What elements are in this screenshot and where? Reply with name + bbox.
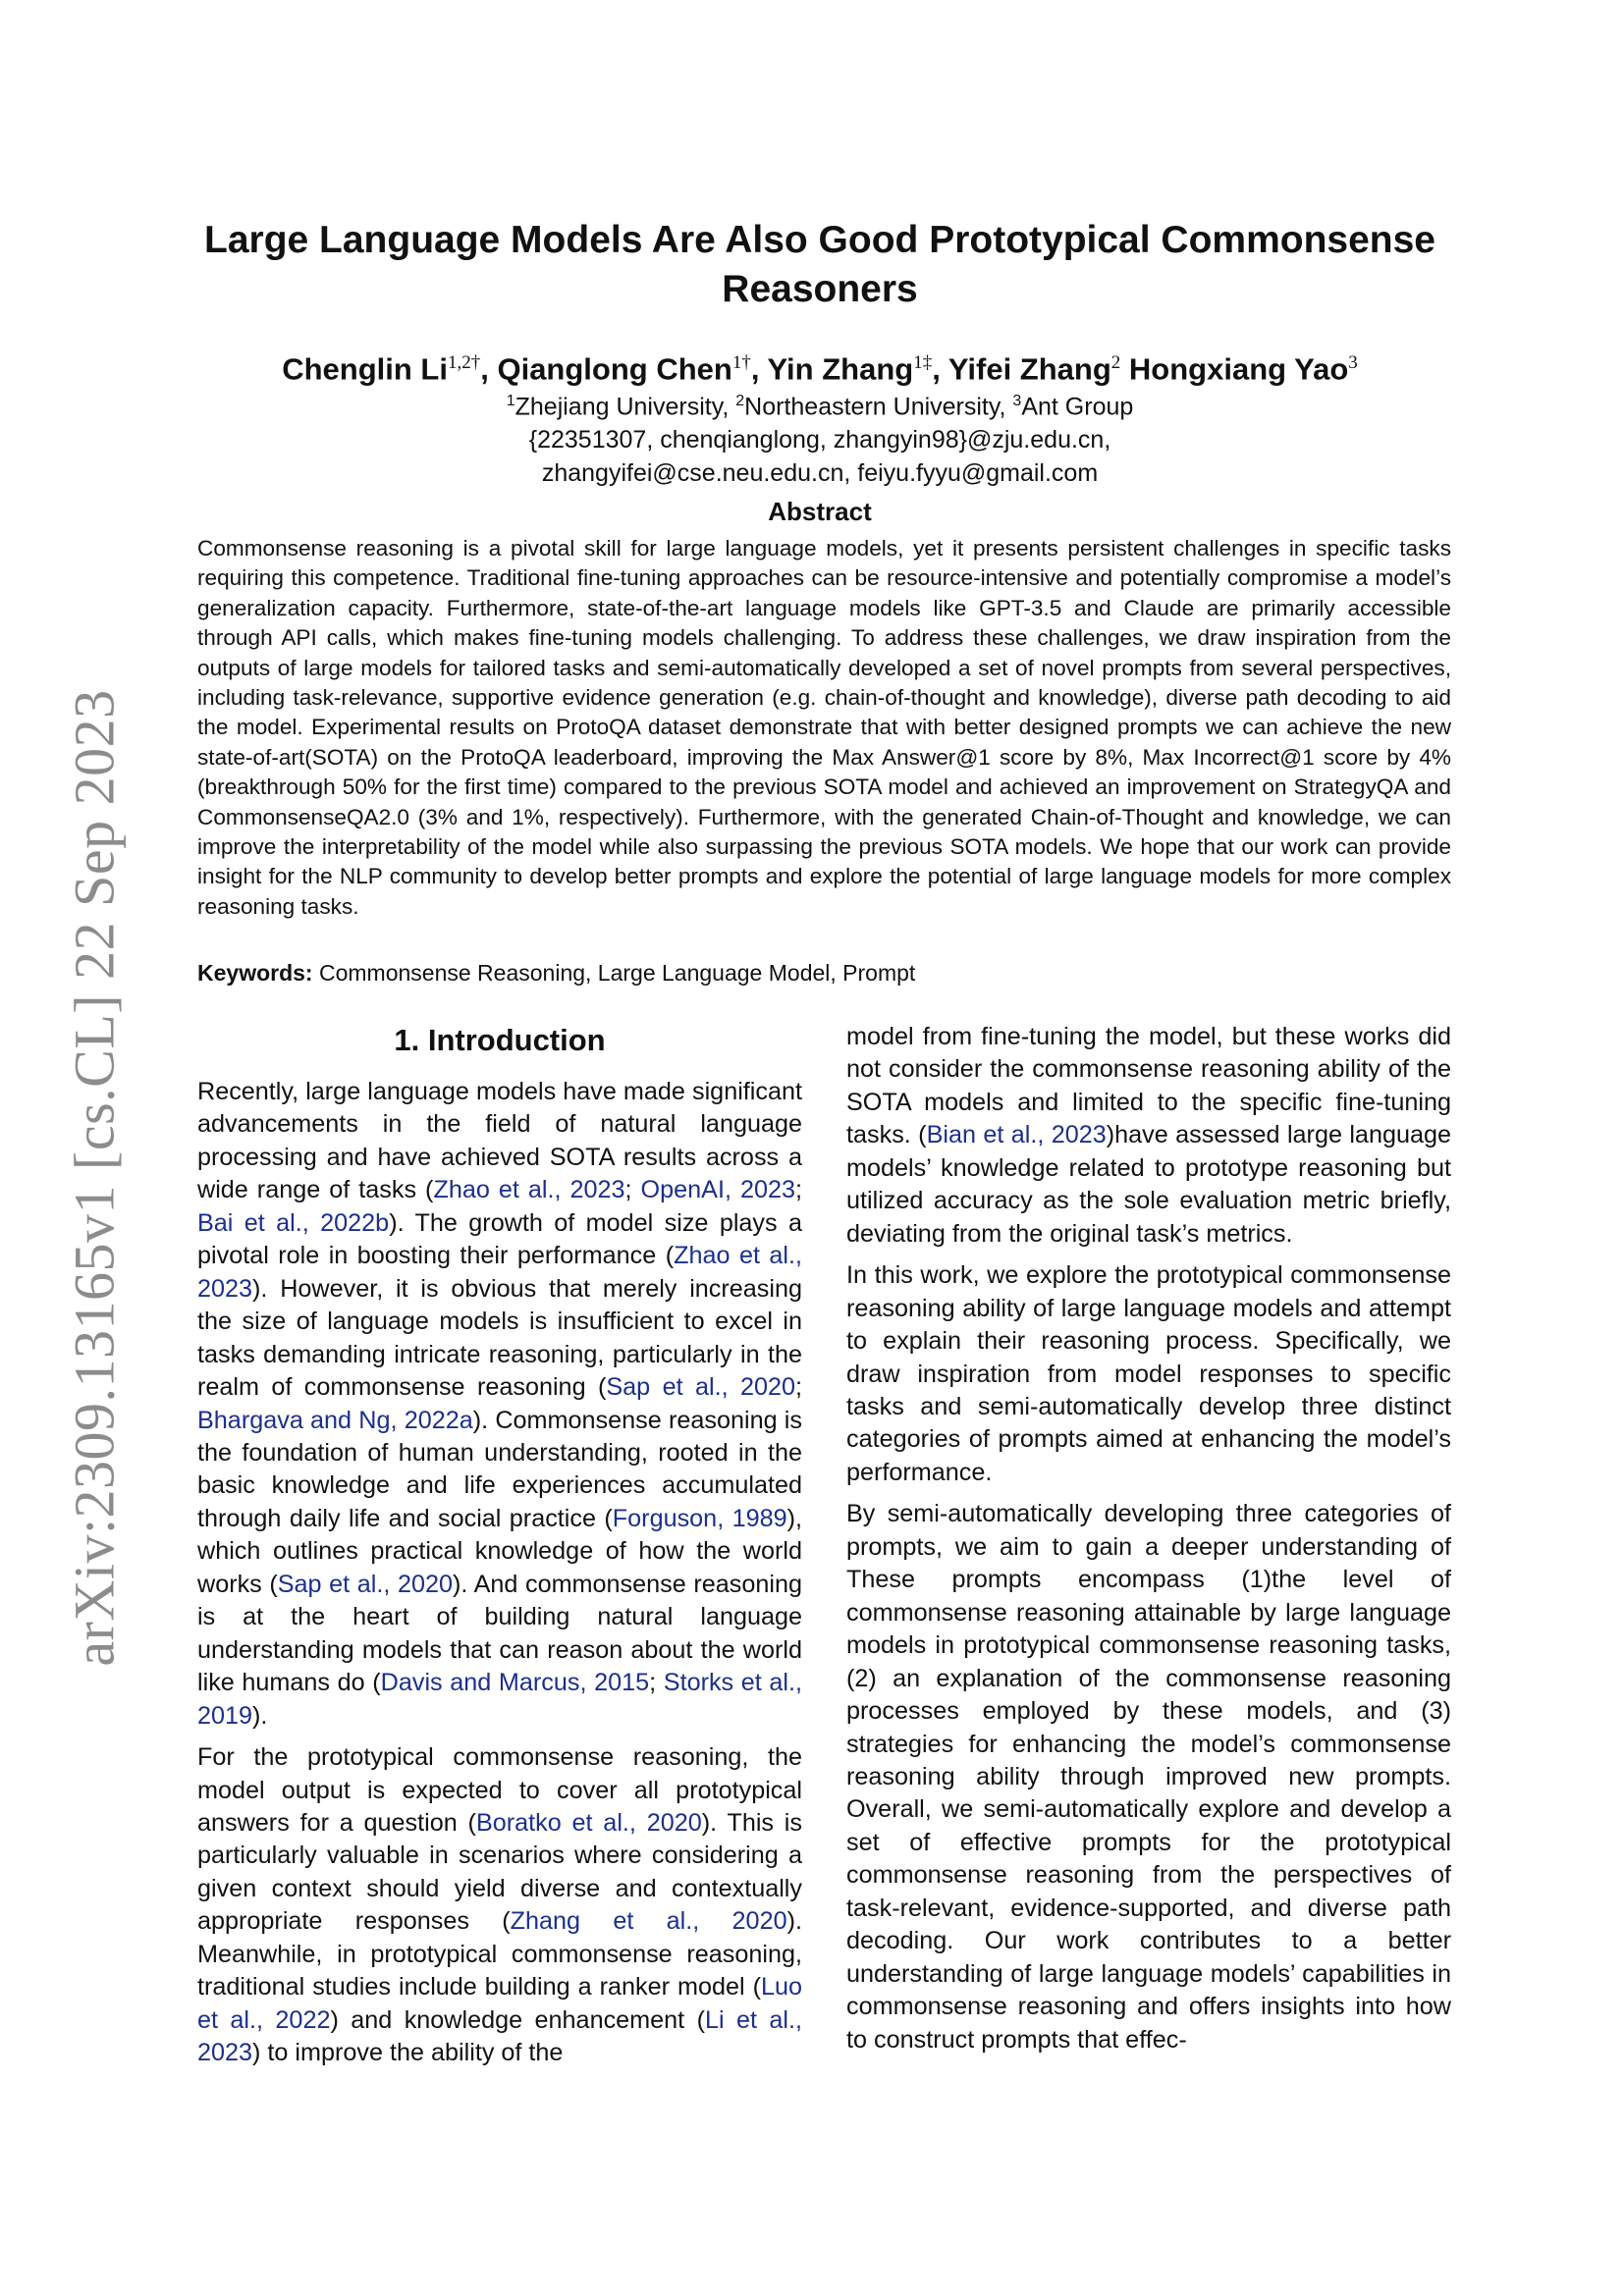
citation-link[interactable]: Sap et al., 2020 — [277, 1570, 453, 1598]
citation-link[interactable]: Bian et al., 2023 — [926, 1121, 1107, 1149]
keywords-label: Keywords: — [197, 960, 313, 986]
paragraph: By semi-automatically developing three categories of prompts, we aim to gain a deeper understanding of These prompts encompass (1)the level of commonsense reasoning attainable by large language models in prototypical commonsense reasoning tasks, (2) an explanation of the commonsense reasoning processes employed by these models, and (3) strategies for enhancing the model’s commonsense reasoning ability through improved new prompts. Overall, we semi-automatically explore and develop a set of effective prompts for the prototypical commonsense reasoning from the perspectives of task-relevant, evidence-supported, and diverse path decoding. Our work contributes to a better understanding of large language models’ capabilities in commonsense reasoning and offers insights into how to construct prompts that effec- — [846, 1500, 1451, 2054]
paragraph: In this work, we explore the prototypical commonsense reasoning ability of large language models and attempt to explain their reasoning process. Specifically, we draw inspiration from model responses to specific tasks and semi-automatically develop three distinct categories of prompts aimed at enhancing the model’s performance. — [846, 1261, 1451, 1486]
affiliation-line — [196, 385, 1443, 423]
author-name: Yin Zhang — [767, 351, 914, 387]
author-list: Chenglin $Li^{1,2\dagger}$, Qianglong Chen$^{1\dagger}$, Yin Zhang$^{1\ddagger}$, Yifei Zhang$^2$ Hongxiang Yao$^3$ — [282, 351, 1358, 387]
paragraph: model from fine-tuning the model, but these works did not consider the commonsense reasoning ability of the SOTA models and limited to the specific fine-tuning tasks. (Bian et al., 2023)have assessed large language models’ knowledge related to prototype reasoning but utilized accuracy as the sole evaluation metric briefly, deviating from the original task’s metrics. — [846, 1023, 1451, 1248]
citation-link[interactable]: Li et al., 2023 — [197, 2005, 802, 2067]
author-sup: 1‡ — [913, 352, 933, 373]
affiliations — [196, 385, 1443, 490]
abstract-text: Commonsense reasoning is a pivotal skill for large language models, yet it presents persistent challenges in specific tasks requiring this competence. Traditional fine-tuning approaches can be resource-intensive and potentially compromise a model’s generalization capacity. Furthermore, state-of-the-art language models like GPT-3.5 and Claude are primarily accessible through API calls, which makes fine-tuning models challenging. To address these challenges, we draw inspiration from the outputs of large models for tailored tasks and semi-automatically developed a set of novel prompts from several perspectives, including task-relevance, supportive evidence generation (e.g. chain-of-thought and knowledge), diverse path decoding to aid the model. Experimental results on ProtoQA dataset demonstrate that with better designed prompts we can achieve the new state-of-art(SOTA) on the ProtoQA leaderboard, improving the Max Answer@1 score by 8%, Max Incorrect@1 score by 4% (breakthrough 50% for the first time) compared to the previous SOTA model and achieved an improvement on StrategyQA and CommonsenseQA2.0 (3% and 1%, respectively). Furthermore, with the generated Chain-of-Thought and knowledge, we can improve the interpretability of the model while also surpassing the previous SOTA models. We hope that our work can provide insight for the NLP community to develop better prompts and explore the potential of large language models for more complex reasoning tasks. — [197, 536, 1451, 919]
citation-link[interactable]: Zhang et al., 2020 — [510, 1907, 787, 1936]
author-name: Yifei Zhang — [947, 351, 1111, 387]
affiliation-sup: 3 — [1012, 393, 1022, 409]
author-sup: 3 — [1348, 352, 1358, 373]
citation-link[interactable]: Luo et al., 2022 — [197, 1973, 802, 2034]
author-name: Hongxiang Yao — [1128, 351, 1349, 387]
abstract-heading: Abstract — [768, 497, 872, 526]
citation-link[interactable]: Storks et al., 2019 — [197, 1669, 802, 1730]
citation-link[interactable]: Bai et al., 2022b — [197, 1208, 390, 1237]
email-line: zhangyifei@cse.neu.edu.cn, feiyu.fyyu@gmail.com — [541, 459, 1099, 488]
author-sup: 1† — [731, 352, 751, 373]
citation-link[interactable]: Sap et al., 2020 — [606, 1373, 795, 1402]
keywords-text: Commonsense Reasoning, Large Language Model, Prompt — [318, 960, 916, 986]
affiliation-name: Zhejiang University, — [514, 393, 730, 421]
affiliation-name: Northeastern University, — [744, 393, 1006, 421]
citation-link[interactable]: Zhao et al., 2023 — [433, 1176, 625, 1204]
affiliation-name: Ant Group — [1021, 393, 1134, 421]
keywords — [197, 958, 1451, 988]
affiliation-sup: 2 — [735, 393, 745, 409]
citation-link[interactable]: OpenAI, 2023 — [640, 1176, 795, 1204]
author-sup: 2 — [1110, 352, 1121, 373]
citation-link[interactable]: Bhargava and Ng, 2022a — [197, 1406, 473, 1434]
citation-link[interactable]: Zhao et al., 2023 — [197, 1242, 802, 1303]
left-column — [197, 1021, 802, 2079]
arxiv-stamp — [45, 687, 143, 1669]
citation-link[interactable]: Boratko et al., 2020 — [475, 1808, 702, 1837]
author-name: Chenglin Li — [282, 351, 448, 387]
author-name: Qianglong Chen — [497, 351, 732, 387]
paper-title: Large Language Models Are Also Good Prototypical Commonsense Reasoners — [204, 219, 1435, 310]
paragraph: For the prototypical commonsense reasoning, the model output is expected to cover all prototypical answers for a question (Boratko et al., 2020). This is particularly valuable in scenarios where considering a given context should yield diverse and contextually appropriate responses (Zhang et al., 2020). Meanwhile, in prototypical commonsense reasoning, traditional studies include building a ranker model (Luo et al., 2022) and knowledge enhancement (Li et al., 2023) to improve the ability of the — [197, 1743, 802, 2067]
citation-link[interactable]: Forguson, 1989 — [612, 1504, 787, 1532]
author-sup: 1,2† — [447, 352, 481, 373]
affiliation-sup: 1 — [506, 393, 515, 409]
right-column — [846, 1021, 1451, 2065]
arxiv-stamp-text: arXiv:2309.13165v1 [cs.CL] 22 Sep 2023 — [62, 689, 127, 1667]
citation-link[interactable]: Davis and Marcus, 2015 — [380, 1669, 650, 1697]
section-heading: 1. Introduction — [394, 1023, 606, 1057]
paragraph: Recently, large language models have made significant advancements in the field of natural language processing and have achieved SOTA results across a wide range of tasks (Zhao et al., 2023; OpenAI, 2023; Bai et al., 2022b). The growth of model size plays a pivotal role in boosting their performance (Zhao et al., 2023). However, it is obvious that merely increasing the size of language models is insufficient to excel in tasks demanding intricate reasoning, particularly in the realm of commonsense reasoning (Sap et al., 2020; Bhargava and Ng, 2022a). Commonsense reasoning is the foundation of human understanding, rooted in the basic knowledge and life experiences accumulated through daily life and social practice (Forguson, 1989), which outlines practical knowledge of how the world works (Sap et al., 2020). And commonsense reasoning is at the heart of building natural language understanding models that can reason about the world like humans do (Davis and Marcus, 2015; Storks et al., 2019). — [197, 1078, 803, 1730]
email-line: {22351307, chenqianglong, zhangyin98}@zju.edu.cn, — [528, 426, 1111, 454]
